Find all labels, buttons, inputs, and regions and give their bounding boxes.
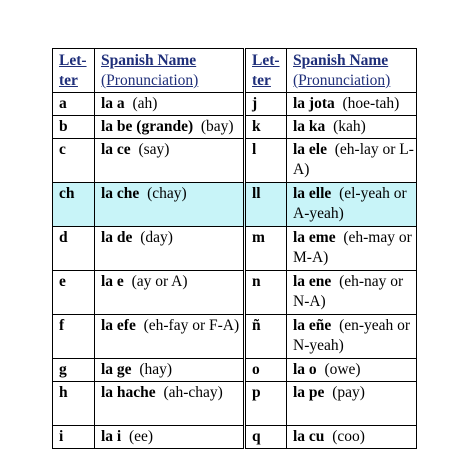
letter-cell: d (53, 227, 95, 271)
pronunciation: (eh-lay or L-A) (293, 141, 414, 178)
spanish-name: la de (101, 229, 133, 246)
letter-cell: p (245, 382, 287, 426)
spanish-name: la i (101, 428, 122, 445)
pronunciation: (bay) (200, 118, 234, 135)
header-pron-label: (Pronunciation) (101, 72, 199, 89)
spanish-name: la eme (293, 229, 336, 246)
pronunciation: (kah) (333, 118, 366, 135)
letter-cell: b (53, 116, 95, 139)
spanish-name: la eñe (293, 317, 332, 334)
header-letter-left (53, 49, 95, 93)
letter-cell: ch (53, 183, 95, 227)
letter-cell: h (53, 382, 95, 426)
header-letter-label-right: Let- (252, 52, 280, 69)
spanish-name: la jota (293, 95, 335, 112)
letter-cell: g (53, 359, 95, 382)
pronunciation: (ah) (132, 95, 158, 112)
letter-cell: n (245, 271, 287, 315)
spanish-name: la ene (293, 273, 332, 290)
letter-cell: e (53, 271, 95, 315)
name-cell (95, 93, 245, 116)
table-header-row (53, 49, 417, 93)
pronunciation: (eh-fay or F-A) (143, 317, 240, 334)
spanish-name: la cu (293, 428, 325, 445)
header-letter-label-right-2: ter (252, 72, 271, 89)
letter-cell: a (53, 93, 95, 116)
pronunciation: (el-yeah or A-yeah) (293, 185, 407, 222)
letter-cell: c (53, 139, 95, 183)
spanish-name: la ka (293, 118, 326, 135)
table-row (53, 139, 417, 183)
letter-cell: f (53, 315, 95, 359)
name-cell (95, 382, 245, 426)
pronunciation: (owe) (324, 361, 361, 378)
name-cell (95, 139, 245, 183)
spanish-name: la hache (101, 384, 156, 401)
name-cell (287, 183, 417, 227)
letter-cell: i (53, 426, 95, 449)
spanish-name: la pe (293, 384, 325, 401)
spanish-name: la ce (101, 141, 131, 158)
header-name-right (287, 49, 417, 93)
spanish-name: la ge (101, 361, 132, 378)
table-row (53, 426, 417, 449)
spanish-name: la o (293, 361, 317, 378)
pronunciation: (eh-nay or N-A) (293, 273, 404, 310)
header-name-label-right: Spanish Name (293, 52, 389, 69)
pronunciation: (hoe-tah) (342, 95, 400, 112)
pronunciation: (eh-may or M-A) (293, 229, 412, 266)
table-row (53, 315, 417, 359)
table-row (53, 116, 417, 139)
name-cell (287, 93, 417, 116)
name-cell (95, 183, 245, 227)
header-letter-right (245, 49, 287, 93)
name-cell (287, 271, 417, 315)
name-cell (95, 271, 245, 315)
table-row (53, 359, 417, 382)
header-letter-label-2: ter (59, 72, 78, 89)
spanish-name: la e (101, 273, 124, 290)
pronunciation: (hay) (139, 361, 173, 378)
letter-cell: k (245, 116, 287, 139)
name-cell (287, 382, 417, 426)
letter-cell: j (245, 93, 287, 116)
pronunciation: (ee) (129, 428, 154, 445)
name-cell (95, 315, 245, 359)
name-cell (287, 359, 417, 382)
name-cell (287, 227, 417, 271)
header-name-label: Spanish Name (101, 52, 197, 69)
letter-cell: m (245, 227, 287, 271)
letter-cell: l (245, 139, 287, 183)
table-row (53, 271, 417, 315)
pronunciation: (ah-chay) (163, 384, 223, 401)
pronunciation: (say) (138, 141, 170, 158)
letter-cell: ll (245, 183, 287, 227)
pronunciation: (chay) (147, 185, 187, 202)
name-cell (287, 315, 417, 359)
pronunciation: (ay or A) (131, 273, 188, 290)
spanish-alphabet-table (52, 48, 417, 449)
name-cell (95, 359, 245, 382)
pronunciation: (pay) (332, 384, 365, 401)
letter-cell: o (245, 359, 287, 382)
spanish-name: la che (101, 185, 140, 202)
spanish-name: la elle (293, 185, 332, 202)
name-cell (95, 116, 245, 139)
table-row (53, 93, 417, 116)
table-row (53, 183, 417, 227)
spanish-name: la a (101, 95, 125, 112)
header-pron-label-right: (Pronunciation) (293, 72, 391, 89)
pronunciation: (day) (140, 229, 173, 246)
table-body (53, 93, 417, 449)
header-letter-label: Let- (59, 52, 87, 69)
spanish-name: la efe (101, 317, 136, 334)
pronunciation: (coo) (332, 428, 365, 445)
name-cell (95, 426, 245, 449)
spanish-name: la ele (293, 141, 327, 158)
table-row (53, 382, 417, 426)
letter-cell: ñ (245, 315, 287, 359)
table-row (53, 227, 417, 271)
letter-cell: q (245, 426, 287, 449)
name-cell (287, 426, 417, 449)
spanish-name: la be (grande) (101, 118, 194, 135)
header-name-left (95, 49, 245, 93)
name-cell (95, 227, 245, 271)
name-cell (287, 139, 417, 183)
name-cell (287, 116, 417, 139)
pronunciation: (en-yeah or N-yeah) (293, 317, 411, 354)
